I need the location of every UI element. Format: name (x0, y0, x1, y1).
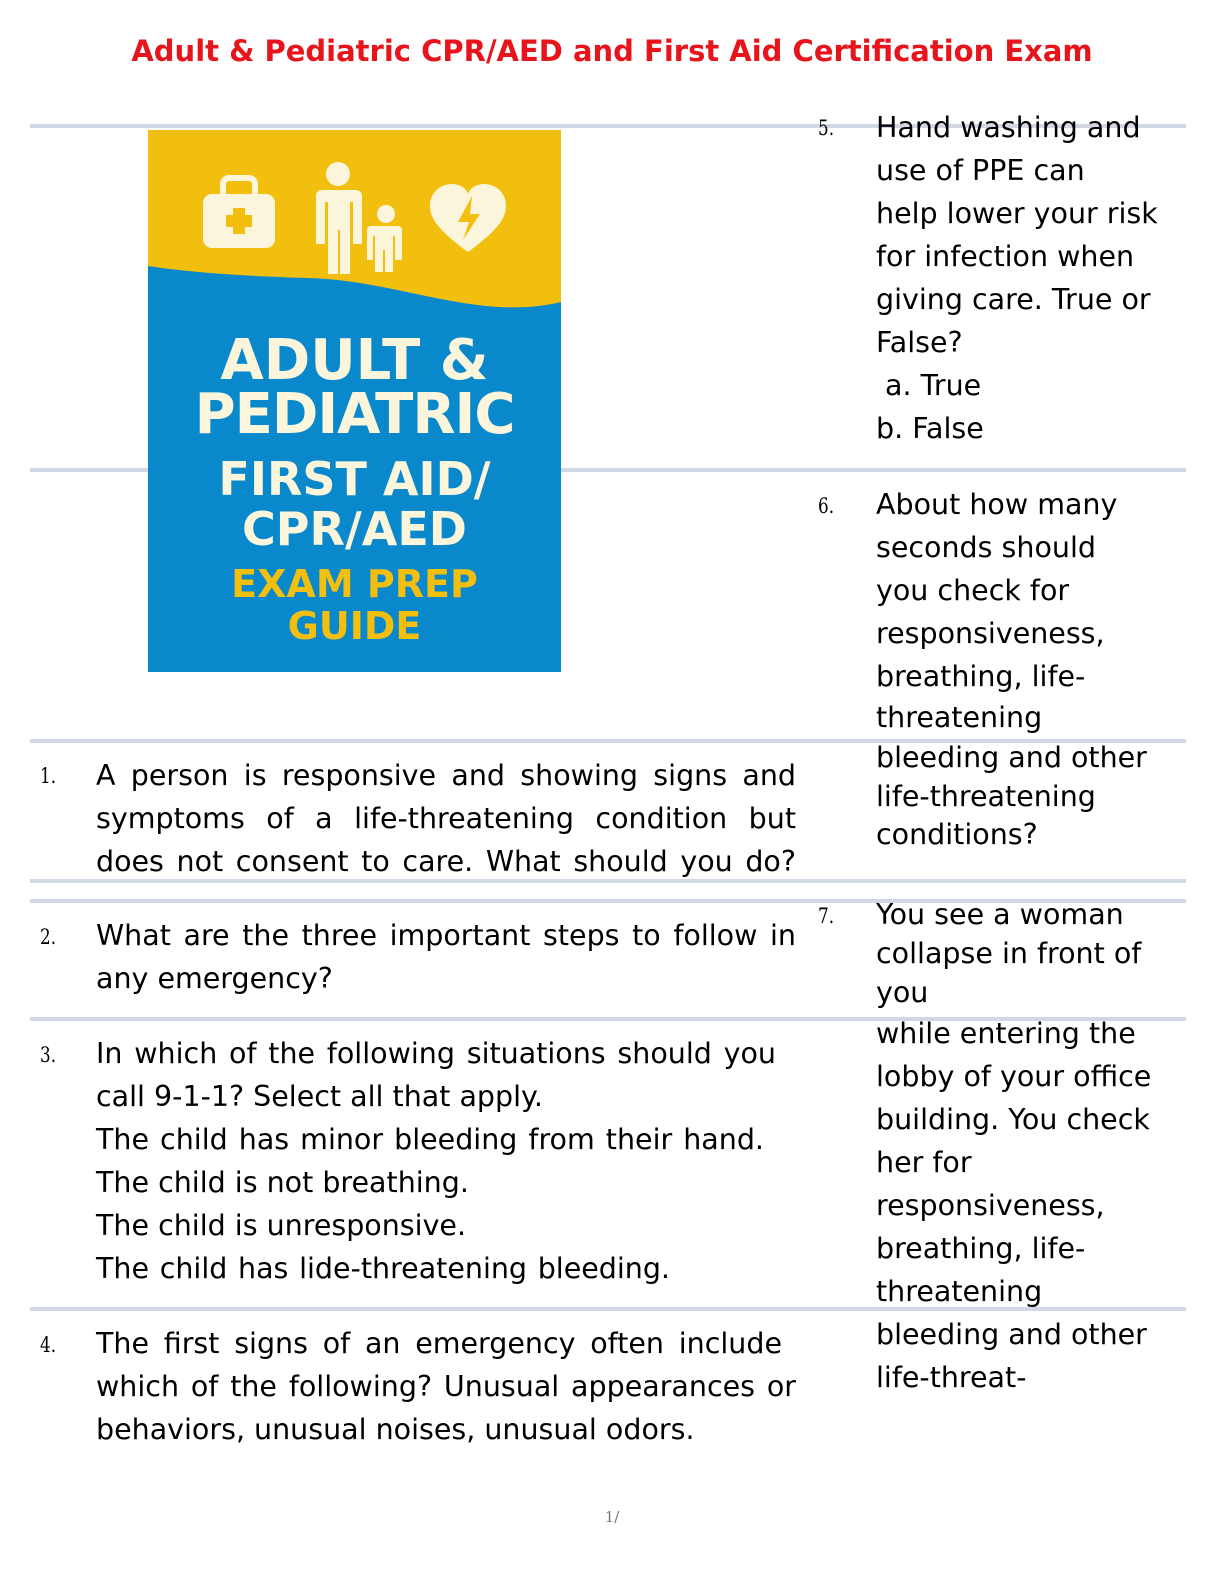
answer-option: The child is not breathing. (96, 1166, 469, 1199)
question-2 (96, 914, 796, 1000)
question-line: What are the three important steps to follow in (96, 919, 796, 952)
cover-subtitle-line: CPR/AED (242, 502, 467, 556)
question-line: you check for (876, 574, 1070, 607)
question-line: her for (876, 1146, 972, 1179)
question-line: Hand washing and (876, 111, 1141, 144)
question-line: use of PPE can (876, 154, 1085, 187)
question-line: does not consent to care. What should you do? (96, 845, 796, 878)
answer-option: b. False (876, 412, 984, 445)
question-line: giving care. True or (876, 283, 1151, 316)
question-number: 5. (818, 116, 835, 140)
question-line: The first signs of an emergency often include (96, 1327, 782, 1360)
question-line: conditions? (876, 818, 1038, 851)
question-1 (96, 754, 796, 883)
question-6 (876, 483, 1176, 854)
question-line: while entering the (876, 1017, 1136, 1050)
question-line: symptoms of a life-threatening condition but (96, 802, 796, 835)
question-line: bleeding and other (876, 741, 1147, 774)
question-number: 1. (40, 764, 57, 788)
question-line: you (876, 976, 929, 1009)
question-line: threatening (876, 1275, 1043, 1308)
question-line: breathing, life- (876, 1232, 1086, 1265)
question-number: 6. (818, 494, 835, 518)
question-line: bleeding and other (876, 1318, 1147, 1351)
question-line: life-threatening (876, 780, 1096, 813)
question-line: A person is responsive and showing signs and (96, 759, 796, 792)
cover-guide-line: EXAM PREP (231, 562, 478, 606)
question-line: call 9-1-1? Select all that apply. (96, 1080, 543, 1113)
question-line: behaviors, unusual noises, unusual odors. (96, 1413, 695, 1446)
question-line: breathing, life- (876, 660, 1086, 693)
question-number: 4. (40, 1333, 57, 1357)
cover-title-line: ADULT & (220, 328, 489, 393)
question-number: 7. (818, 904, 835, 928)
answer-option: The child has minor bleeding from their hand. (96, 1123, 764, 1156)
question-line: responsiveness, (876, 617, 1105, 650)
answer-option: The child is unresponsive. (96, 1209, 467, 1242)
question-line: collapse in front of (876, 937, 1142, 970)
question-line: life-threat- (876, 1361, 1027, 1394)
cover-guide-line: GUIDE (287, 604, 422, 648)
question-number: 3. (40, 1043, 57, 1067)
page-number: 1/ (604, 1508, 620, 1526)
question-line: for infection when (876, 240, 1135, 273)
question-line: threatening (876, 701, 1043, 734)
question-line: responsiveness, (876, 1189, 1105, 1222)
cover-subtitle-line: FIRST AID/ (218, 452, 491, 506)
question-line: lobby of your office (876, 1060, 1152, 1093)
question-4 (96, 1322, 796, 1451)
question-line: seconds should (876, 531, 1096, 564)
question-line: About how many (876, 488, 1118, 521)
question-line: You see a woman (876, 898, 1124, 931)
question-5 (876, 106, 1176, 450)
answer-option: a. True (876, 369, 982, 402)
question-7 (876, 895, 1176, 1399)
question-line: any emergency? (96, 962, 333, 995)
question-line: In which of the following situations should you (96, 1037, 776, 1070)
question-line: help lower your risk (876, 197, 1158, 230)
question-line: which of the following? Unusual appearances or (96, 1370, 796, 1403)
cover-title-line: PEDIATRIC (194, 382, 515, 447)
page-title: Adult & Pediatric CPR/AED and First Aid Certification Exam (131, 34, 1093, 68)
answer-option: The child has lide-threatening bleeding. (96, 1252, 670, 1285)
question-3 (96, 1032, 796, 1290)
exam-prep-cover-image (148, 130, 561, 672)
question-line: building. You check (876, 1103, 1150, 1136)
question-number: 2. (40, 925, 57, 949)
question-line: False? (876, 326, 963, 359)
